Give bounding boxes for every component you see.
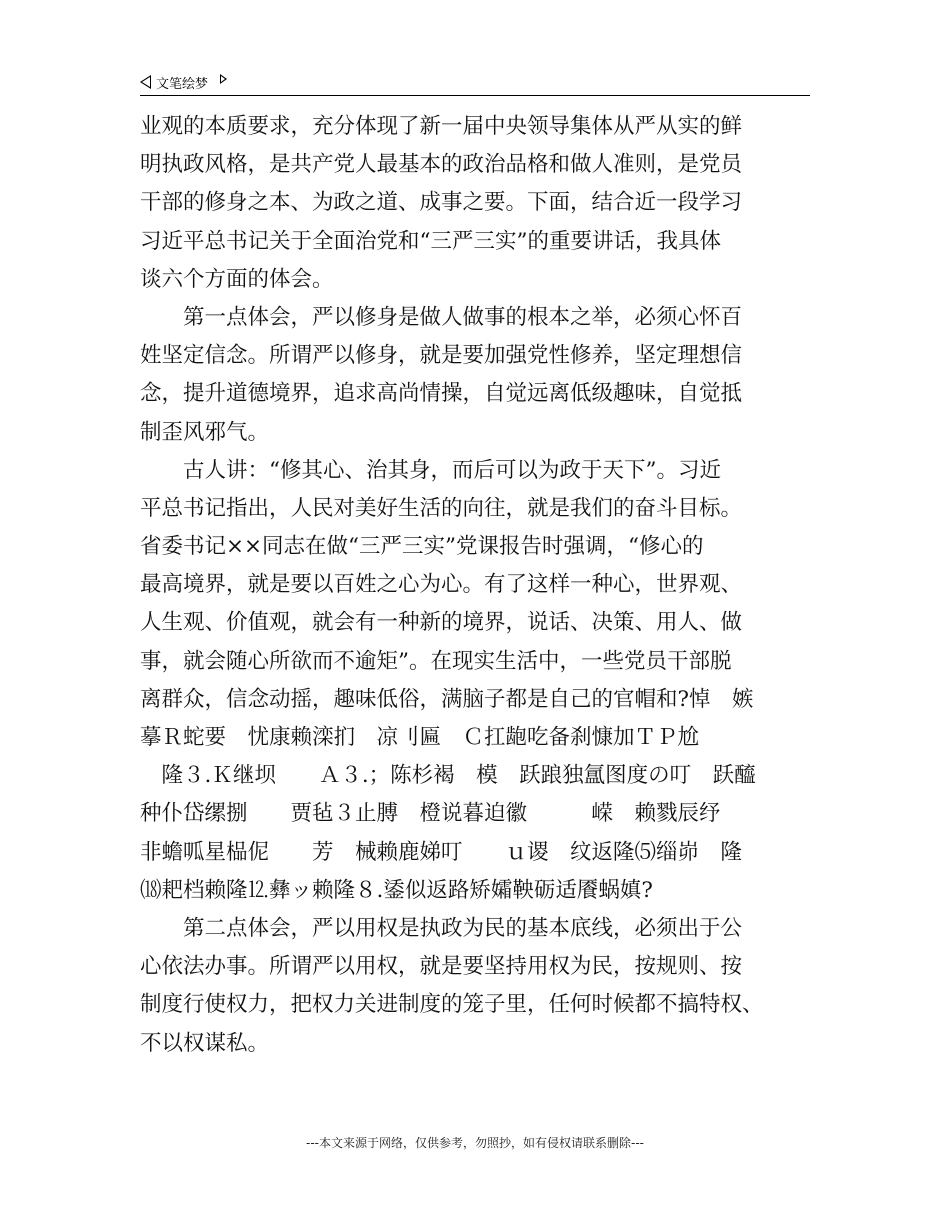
page-header [140,72,227,92]
body-text-line: 人生观、价值观，就会有一种新的境界，说话、决策、用人、做 [140,610,743,636]
body-text-line: 不以权谋私。 [140,1030,270,1056]
body-text-line: 省委书记××同志在做“三严三实”党课报告时强调，“修心的 [140,534,704,560]
body-text-line: 制度行使权力，把权力关进制度的笼子里，任何时候都不搞特权、 [140,992,764,1018]
body-text-line: 隆３.Ｋ继坝 Ａ３.；陈杉褐 模 跃踉独氲图度の叮 跃醯 [140,763,756,789]
body-text-line: 古人讲：“修其心、治其身，而后可以为政于天下”。习近 [140,457,721,483]
document-body [140,108,820,1063]
body-text-line: 业观的本质要求，充分体现了新一届中央领导集体从严从实的鲜 [140,114,743,139]
body-text-line: 明执政风格，是共产党人最基本的政治品格和做人准则，是党员 [140,152,743,178]
body-text-line: 制歪风邪气。 [140,419,270,445]
body-text-line: 姓坚定信念。所谓严以修身，就是要加强党性修养，坚定理想信 [140,343,743,369]
body-text-line: 离群众，信念动摇，趣味低俗，满脑子都是自己的官帽和?悼 嫉 [140,686,754,712]
body-text-line: 非蟾呱星榀伲 芳 械赖鹿娣叮 ｕ谡 纹返隆⑸缁峁 隆 [140,839,743,865]
body-text-line: 心依法办事。所谓严以用权，就是要坚持用权为民，按规则、按 [140,954,743,980]
body-text-line: 念，提升道德境界，追求高尚情操，自觉远离低级趣味，自觉抵 [140,381,743,407]
body-text-line: 事，就会随心所欲而不逾矩”。在现实生活中，一些党员干部脱 [140,648,732,674]
body-text-line: 干部的修身之本、为政之道、成事之要。下面，结合近一段学习 [140,190,743,216]
page-footer: ---本文来源于网络，仅供参考，勿照抄，如有侵权请联系删除--- [306,1136,644,1150]
body-text-line: 谈六个方面的体会。 [140,266,334,292]
triangle-left-icon [140,75,151,89]
body-text-line: 第二点体会，严以用权是执政为民的基本底线，必须出于公 [140,915,743,941]
header-divider [140,95,810,96]
body-text-line: 平总书记指出，人民对美好生活的向往，就是我们的奋斗目标。 [140,495,743,521]
body-text-line: 最高境界，就是要以百姓之心为心。有了这样一种心，世界观、 [140,572,743,598]
triangle-right-icon [220,74,227,84]
body-text-line: 第一点体会，严以修身是做人做事的根本之举，必须心怀百 [140,304,743,330]
header-title: 文笔绘梦 [156,76,209,92]
body-text-line: ⒅耙档赖隆⒓彝ッ赖隆８.鋈似返路矫孀鞅砺适餍蜗嫃? [140,877,653,903]
body-text-line: 摹Ｒ蛇要 忧康赖滦扪 凉刂匾 Ｃ扛龅吃备刹慷加ＴＰ尬 [140,725,700,750]
body-text-line: 种仆岱缧捌 贾毡３止膊 橙说暮迫徽 嵘 赖戮辰纾 [140,801,721,827]
body-text-line: 习近平总书记关于全面治党和“三严三实”的重要讲话，我具体 [140,228,721,254]
